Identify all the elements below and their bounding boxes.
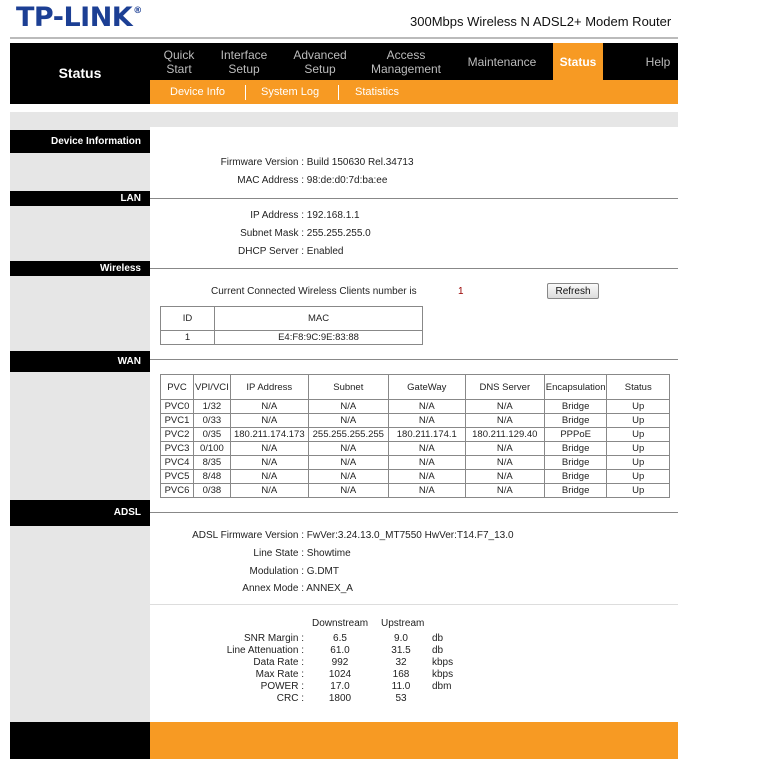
wireless-clients-table xyxy=(160,306,423,345)
footer-left xyxy=(10,722,150,759)
nav-maintenance[interactable]: Maintenance xyxy=(467,54,537,69)
table-header: PVC xyxy=(161,375,194,400)
table-cell: N/A xyxy=(230,484,308,498)
table-cell: N/A xyxy=(388,414,465,428)
table-cell: Up xyxy=(607,414,670,428)
stat-upstream: 9.0 xyxy=(394,633,408,644)
stat-downstream: 1800 xyxy=(328,693,352,704)
stat-unit: db xyxy=(432,645,444,656)
wireless-clients-count: 1 xyxy=(458,286,464,297)
section-wireless: Wireless xyxy=(10,261,150,276)
table-cell: Up xyxy=(607,428,670,442)
sub-nav xyxy=(150,80,678,104)
table-cell: Bridge xyxy=(544,484,607,498)
modulation-row: Modulation : G.DMT xyxy=(249,566,339,577)
footer-bar xyxy=(150,722,678,759)
table-cell: Bridge xyxy=(544,470,607,484)
table-header: MAC xyxy=(215,307,423,331)
table-cell: 180.211.174.1 xyxy=(388,428,465,442)
line-state-row: Line State : Showtime xyxy=(253,548,351,559)
section-wan: WAN xyxy=(10,351,150,372)
mac-address-row: MAC Address : 98:de:d0:7d:ba:ee xyxy=(237,175,388,186)
stat-label: SNR Margin : xyxy=(243,633,304,644)
header-divider xyxy=(10,37,678,39)
table-cell: Up xyxy=(607,484,670,498)
table-cell: Up xyxy=(607,470,670,484)
stat-upstream: 11.0 xyxy=(391,681,411,692)
table-cell: 1/32 xyxy=(194,400,231,414)
table-header: VPI/VCI xyxy=(194,375,231,400)
section-lan: LAN xyxy=(10,191,150,206)
refresh-button[interactable]: Refresh xyxy=(547,283,599,299)
subnav-separator xyxy=(338,85,339,100)
table-cell: N/A xyxy=(388,484,465,498)
stat-upstream: 31.5 xyxy=(391,645,411,656)
nav-help[interactable]: Help xyxy=(645,54,671,69)
adsl-separator xyxy=(150,604,678,605)
table-cell: N/A xyxy=(230,470,308,484)
table-cell: PPPoE xyxy=(544,428,607,442)
table-cell: Bridge xyxy=(544,442,607,456)
stat-upstream: 32 xyxy=(395,657,407,668)
table-cell: N/A xyxy=(308,456,388,470)
table-header: Status xyxy=(607,375,670,400)
stat-label: Line Attenuation : xyxy=(226,645,304,656)
stat-label: Data Rate : xyxy=(253,657,304,668)
ip-address-row: IP Address : 192.168.1.1 xyxy=(250,210,360,221)
table-cell: Bridge xyxy=(544,414,607,428)
subnav-statistics[interactable]: Statistics xyxy=(355,86,400,98)
left-column xyxy=(10,127,150,722)
table-row xyxy=(161,414,670,428)
firmware-version-row: Firmware Version : Build 150630 Rel.34713 xyxy=(220,157,414,168)
table-header: IP Address xyxy=(230,375,308,400)
table-cell: 0/38 xyxy=(194,484,231,498)
table-header: DNS Server xyxy=(465,375,544,400)
table-cell: N/A xyxy=(388,442,465,456)
table-cell: N/A xyxy=(308,414,388,428)
table-row xyxy=(161,428,670,442)
table-header: Encapsulation xyxy=(544,375,607,400)
table-cell: PVC6 xyxy=(161,484,194,498)
section-device-information: Device Information xyxy=(10,130,150,153)
stat-unit: kbps xyxy=(432,669,454,680)
table-cell: 0/100 xyxy=(194,442,231,456)
stat-downstream: 6.5 xyxy=(333,633,347,644)
table-cell: PVC0 xyxy=(161,400,194,414)
table-cell: N/A xyxy=(388,470,465,484)
table-header: GateWay xyxy=(388,375,465,400)
table-cell: 255.255.255.255 xyxy=(308,428,388,442)
table-cell: Up xyxy=(607,456,670,470)
table-cell: PVC2 xyxy=(161,428,194,442)
section-adsl: ADSL xyxy=(10,500,150,526)
annex-mode-value: ANNEX_A xyxy=(306,583,353,594)
table-cell: 180.211.129.40 xyxy=(465,428,544,442)
stat-upstream: 168 xyxy=(392,669,410,680)
nav-advanced-setup[interactable]: Advanced Setup xyxy=(293,47,347,76)
upstream-header: Upstream xyxy=(381,618,425,629)
table-cell: N/A xyxy=(308,484,388,498)
modulation-value: G.DMT xyxy=(306,566,339,577)
dhcp-server-row: DHCP Server : Enabled xyxy=(238,246,344,257)
wan-table xyxy=(160,374,670,498)
wireless-clients-label: Current Connected Wireless Clients number is xyxy=(211,286,417,297)
table-cell: N/A xyxy=(465,414,544,428)
section-divider xyxy=(150,198,678,199)
nav-interface-setup[interactable]: Interface Setup xyxy=(220,47,268,76)
table-cell: PVC5 xyxy=(161,470,194,484)
nav-access-management[interactable]: Access Management xyxy=(370,47,442,76)
table-cell: PVC1 xyxy=(161,414,194,428)
tp-link-logo: TP-LINK® xyxy=(16,2,142,33)
table-cell: N/A xyxy=(465,484,544,498)
table-cell: 0/33 xyxy=(194,414,231,428)
table-cell: N/A xyxy=(465,470,544,484)
table-row: 1 E4:F8:9C:9E:83:88 xyxy=(161,331,423,345)
stat-upstream: 53 xyxy=(395,693,407,704)
stat-unit: kbps xyxy=(432,657,454,668)
table-cell: N/A xyxy=(308,400,388,414)
table-cell: Up xyxy=(607,442,670,456)
annex-mode-row: Annex Mode : ANNEX_A xyxy=(242,583,353,594)
stat-unit: dbm xyxy=(432,681,452,692)
subnav-device-info[interactable]: Device Info xyxy=(170,86,226,98)
downstream-header: Downstream xyxy=(312,618,369,629)
table-row xyxy=(161,456,670,470)
table-row xyxy=(161,470,670,484)
table-cell: Bridge xyxy=(544,400,607,414)
stat-downstream: 17.0 xyxy=(330,681,350,692)
table-cell: N/A xyxy=(465,400,544,414)
table-cell: N/A xyxy=(230,442,308,456)
stat-downstream: 1024 xyxy=(328,669,352,680)
subnav-system-log[interactable]: System Log xyxy=(261,86,320,98)
table-cell: Bridge xyxy=(544,456,607,470)
stat-unit: db xyxy=(432,633,444,644)
table-cell: N/A xyxy=(230,456,308,470)
table-cell: N/A xyxy=(308,442,388,456)
table-cell: N/A xyxy=(230,414,308,428)
stat-label: CRC : xyxy=(276,693,304,704)
adsl-firmware-row: ADSL Firmware Version : FwVer:3.24.13.0_MT7550 HwVer:T14.F7_13.0 xyxy=(192,530,514,541)
table-row xyxy=(161,484,670,498)
line-state-value: Showtime xyxy=(306,548,351,559)
mac-address-value: 98:de:d0:7d:ba:ee xyxy=(306,175,388,186)
subnet-mask-value: 255.255.255.0 xyxy=(306,228,371,239)
table-cell: 8/48 xyxy=(194,470,231,484)
table-row xyxy=(161,400,670,414)
nav-quick-start[interactable]: Quick Start xyxy=(163,47,195,76)
table-cell: PVC4 xyxy=(161,456,194,470)
table-cell: N/A xyxy=(230,400,308,414)
table-cell: N/A xyxy=(465,456,544,470)
stat-downstream: 992 xyxy=(331,657,349,668)
table-cell: 180.211.174.173 xyxy=(230,428,308,442)
content-top-strip xyxy=(10,112,678,127)
table-row xyxy=(161,442,670,456)
table-cell: N/A xyxy=(465,442,544,456)
section-divider xyxy=(150,359,678,360)
stat-label: Max Rate : xyxy=(255,669,304,680)
page-label: Status xyxy=(10,43,150,104)
adsl-firmware-value: FwVer:3.24.13.0_MT7550 HwVer:T14.F7_13.0 xyxy=(306,530,514,541)
ip-address-value: 192.168.1.1 xyxy=(306,210,360,221)
subnav-separator xyxy=(245,85,246,100)
section-divider xyxy=(150,268,678,269)
stat-downstream: 61.0 xyxy=(330,645,350,656)
table-cell: 8/35 xyxy=(194,456,231,470)
table-cell: PVC3 xyxy=(161,442,194,456)
nav-status[interactable]: Status xyxy=(553,43,603,80)
table-cell: 0/35 xyxy=(194,428,231,442)
table-cell: N/A xyxy=(388,456,465,470)
table-cell: Up xyxy=(607,400,670,414)
section-divider xyxy=(150,512,678,513)
stat-label: POWER : xyxy=(260,681,304,692)
subnet-mask-row: Subnet Mask : 255.255.255.0 xyxy=(240,228,371,239)
dhcp-server-value: Enabled xyxy=(306,246,344,257)
firmware-version-value: Build 150630 Rel.34713 xyxy=(306,157,414,168)
product-name: 300Mbps Wireless N ADSL2+ Modem Router xyxy=(410,14,672,29)
table-cell: N/A xyxy=(308,470,388,484)
table-header: ID xyxy=(161,307,215,331)
table-header: Subnet xyxy=(308,375,388,400)
table-cell: N/A xyxy=(388,400,465,414)
